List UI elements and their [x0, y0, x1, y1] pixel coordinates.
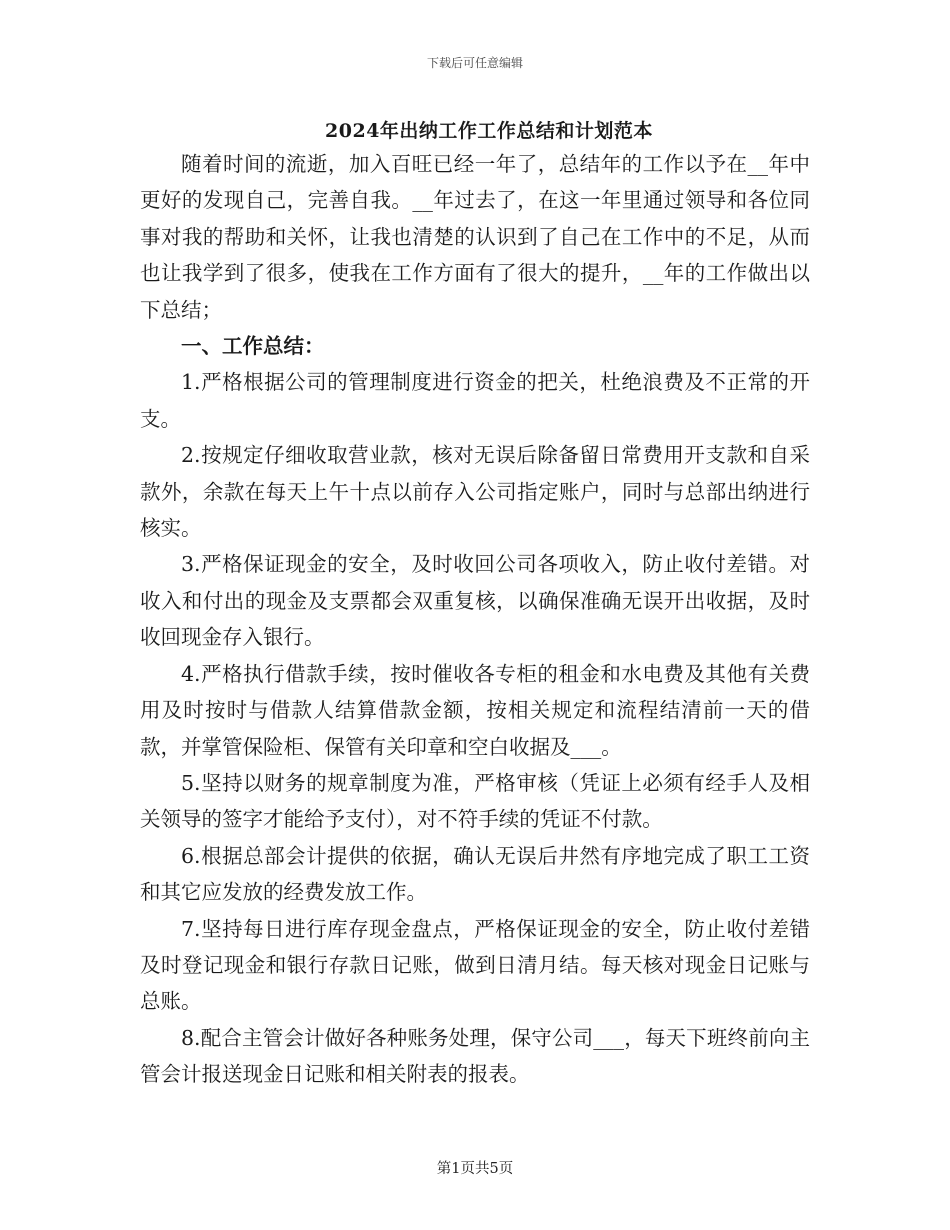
list-item: 1.严格根据公司的管理制度进行资金的把关，杜绝浪费及不正常的开支。 [140, 370, 810, 431]
document-title: 2024年出纳工作工作总结和计划范本 [325, 120, 653, 142]
document-body [140, 146, 810, 1093]
list-item: 4.严格执行借款手续，按时催收各专柜的租金和水电费及其他有关费用及时按时与借款人结算借款金额，按相关规定和流程结清前一天的借款，并掌管保险柜、保管有关印章和空白收据及___。 [140, 661, 810, 759]
list-item: 3.严格保证现金的安全，及时收回公司各项收入，防止收付差错。对收入和付出的现金及支票都会双重复核，以确保准确无误开出收据，及时收回现金存入银行。 [140, 552, 810, 650]
list-item: 5.坚持以财务的规章制度为准，严格审核（凭证上必须有经手人及相关领导的签字才能给予支付），对不符手续的凭证不付款。 [140, 770, 810, 832]
section-heading: 一、工作总结： [181, 334, 325, 359]
page-header-note: 下载后可任意编辑 [426, 56, 523, 70]
list-item: 2.按规定仔细收取营业款，核对无误后除备留日常费用开支款和自采款外，余款在每天上午十点以前存入公司指定账户，同时与总部出纳进行核实。 [140, 443, 810, 541]
page-number: 第1页共5页 [436, 1161, 514, 1177]
list-item: 6.根据总部会计提供的依据，确认无误后井然有序地完成了职工工资和其它应发放的经费发放工作。 [140, 843, 810, 905]
list-item: 7.坚持每日进行库存现金盘点，严格保证现金的安全，防止收付差错及时登记现金和银行存款日记账，做到日清月结。每天核对现金日记账与总账。 [140, 916, 810, 1014]
list-item: 8.配合主管会计做好各种账务处理，保守公司___，每天下班终前向主管会计报送现金日记账和相关附表的报表。 [140, 1025, 810, 1087]
intro-paragraph: 随着时间的流逝，加入百旺已经一年了，总结年的工作以予在__年中更好的发现自己，完善自我。__年过去了，在这一年里通过领导和各位同事对我的帮助和关怀，让我也清楚的认识到了自己在工作中的不足，从而也让我学到了很多，使我在工作方面有了很大的提升，__年的工作做出以下总结； [140, 152, 810, 322]
